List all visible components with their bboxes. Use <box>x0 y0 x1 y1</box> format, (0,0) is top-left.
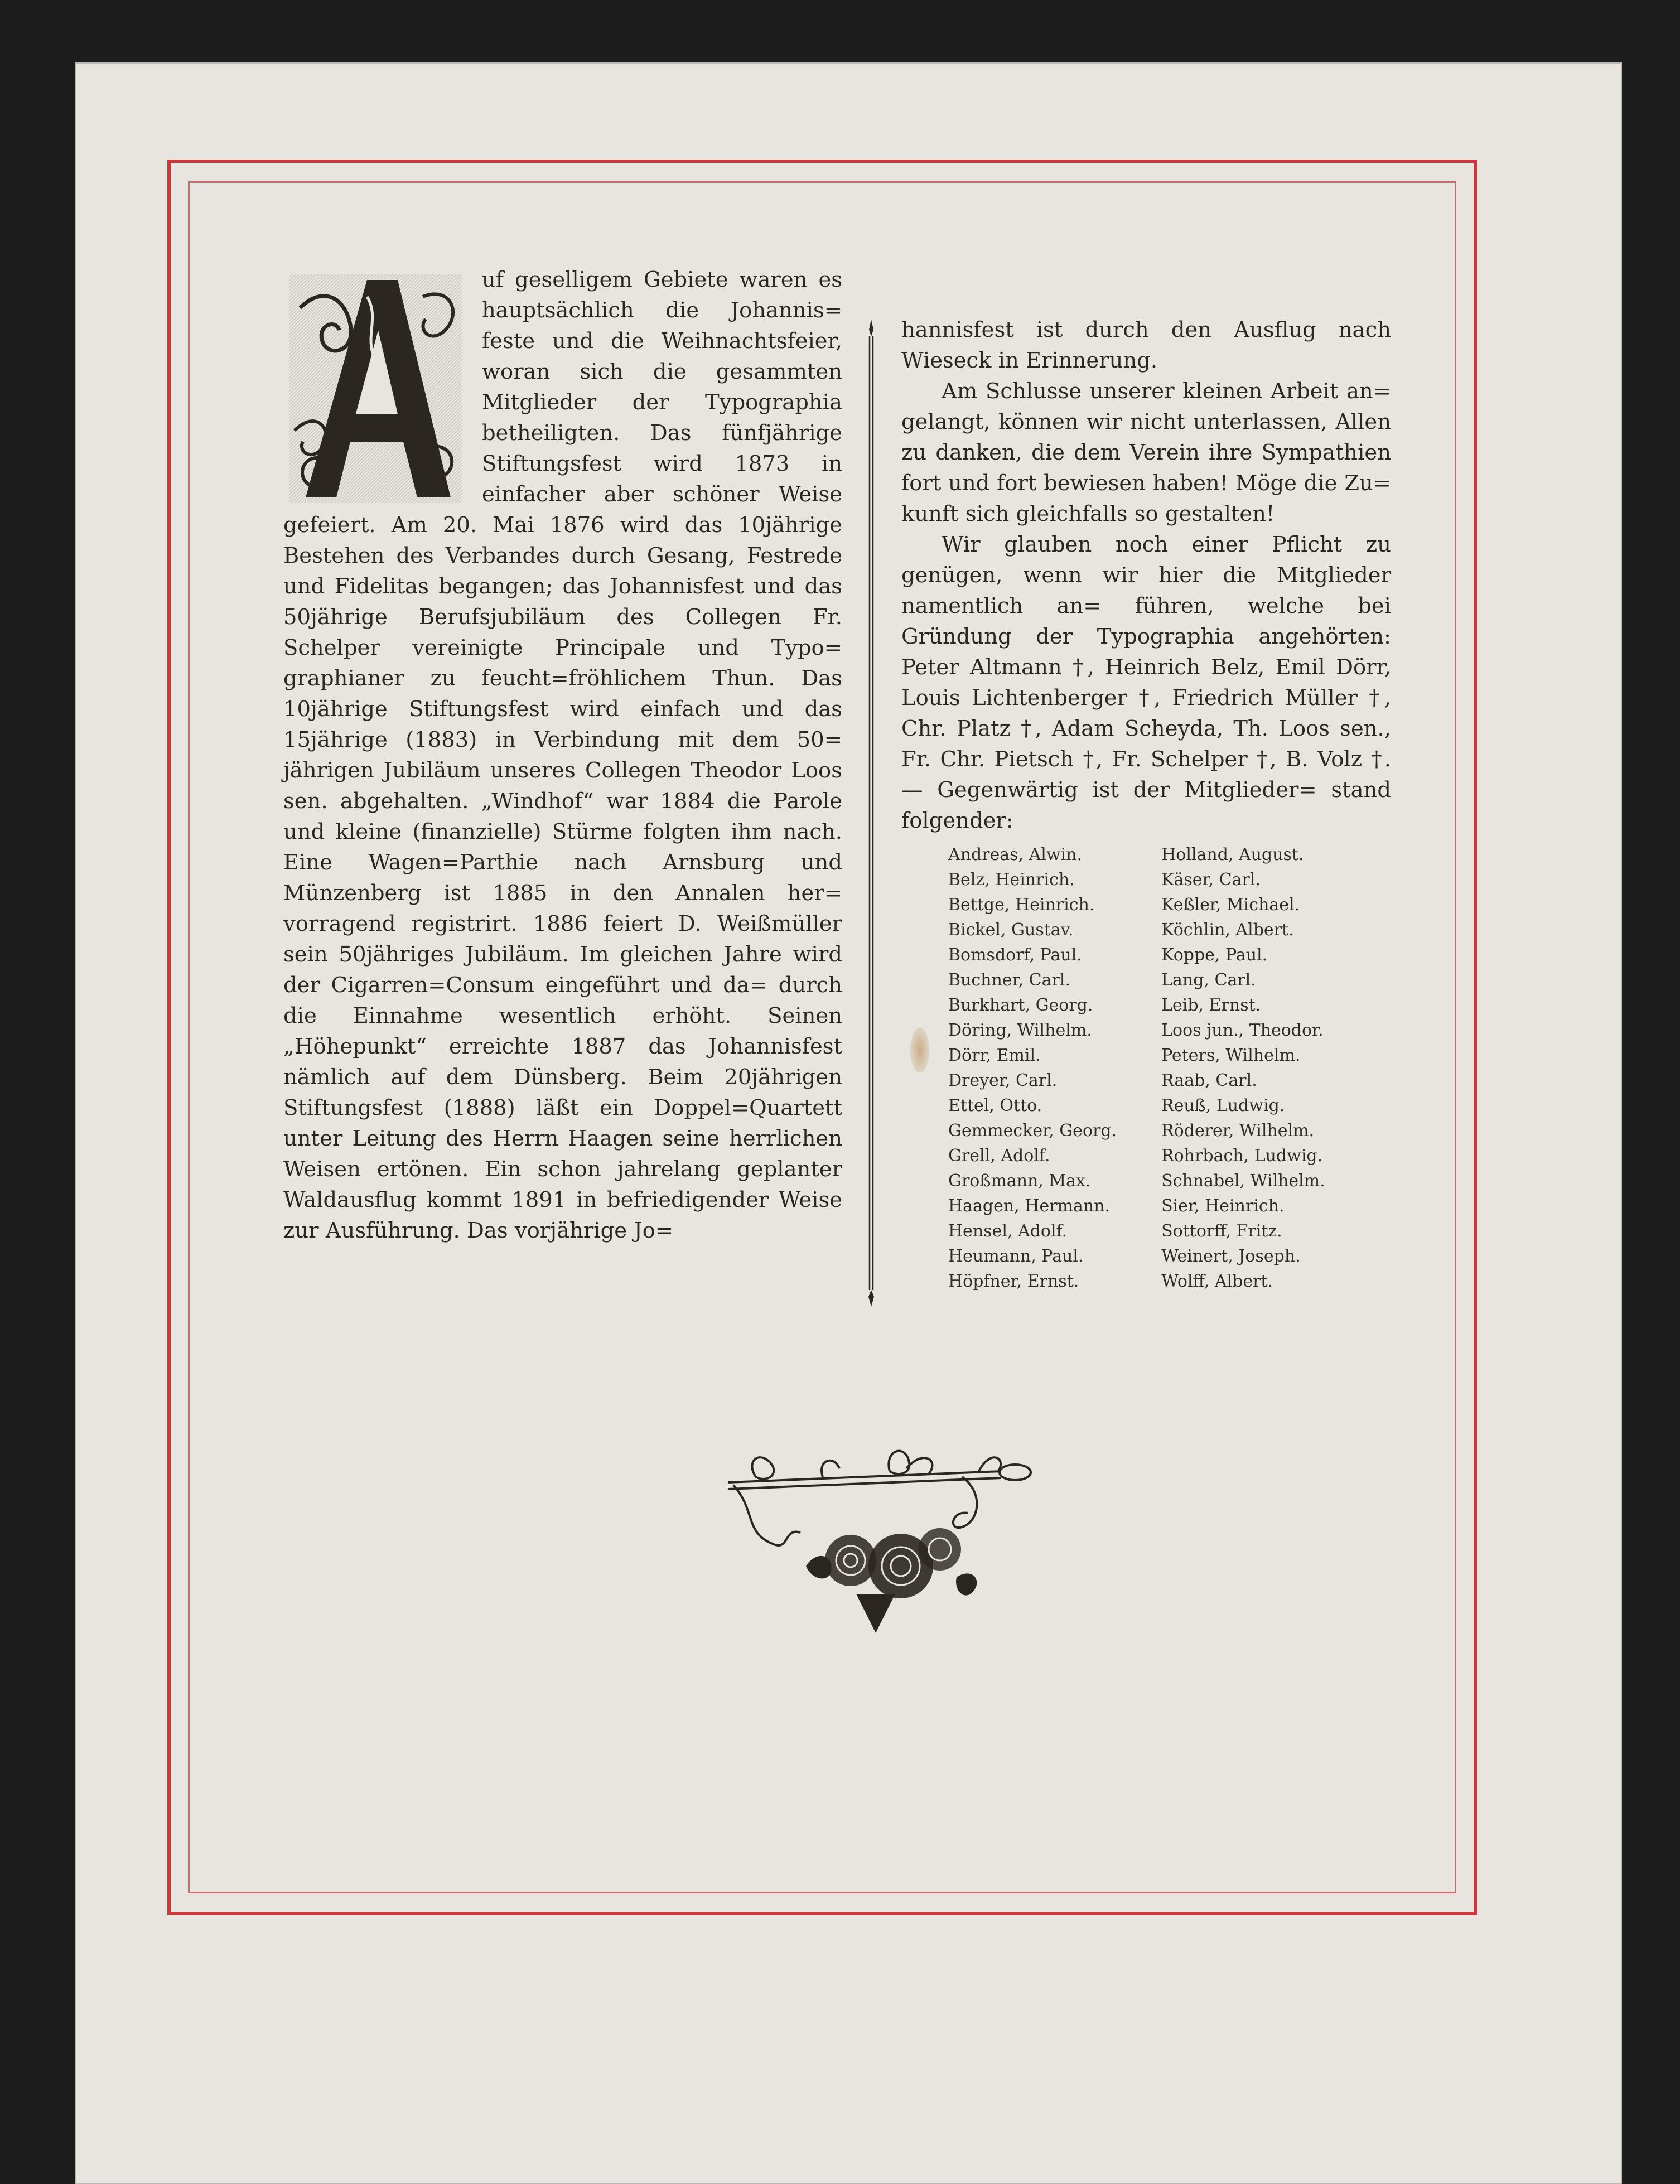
list-item: Weinert, Joseph. <box>1161 1246 1301 1266</box>
list-item: Andreas, Alwin. <box>948 845 1083 864</box>
list-item: Bomsdorf, Paul. <box>948 945 1082 965</box>
left-column <box>283 264 842 1318</box>
list-item: Bickel, Gustav. <box>948 920 1074 940</box>
list-item: Käser, Carl. <box>1161 870 1261 890</box>
member-list-column-2 <box>1161 842 1325 1294</box>
member-list <box>948 842 1372 1294</box>
list-item: Peters, Wilhelm. <box>1161 1046 1301 1065</box>
list-item: Sottorff, Fritz. <box>1161 1221 1282 1241</box>
history-paragraph: uf geselligem Gebiete waren es hauptsächlich die Johannis= feste und die Weihnachtsfeier, woran sich die gesammten Mitglieder der Typographia betheiligten. Das fünfjährige Stiftungsfest wird 1873 in einfacher aber schöner Weise gefeiert. Am 20. Mai 1876 wird das 10jährige Bestehen des Verbandes durch Gesang, Festrede und Fidelitas begangen; das Johannisfest und das 50jährige Berufsjubiläum des Collegen Fr. Schelper vereinigte Principale und Typo= graphianer zu feucht=fröhlichem Thun. Das 10jährige Stiftungsfest wird einfach und das 15jährige (1883) in Verbindung mit dem 50= jährigen Jubiläum unseres Collegen Theodor Loos sen. abgehalten. „Windhof“ war 1884 die Parole und kleine (finanzielle) Stürme folgten ihm nach. Eine Wagen=Parthie nach Arnsburg und Münzenberg ist 1885 in den Annalen her= vorragend registrirt. 1886 feiert D. Weißmüller sein 50jähriges Jubiläum. Im gleichen Jahre wird der Cigarren=Consum eingeführt und da= durch die Einnahme wesentlich erhöht. Seinen „Höhepunkt“ erreichte 1887 das Johannisfest nämlich auf dem Dünsberg. Beim 20jährigen Stiftungsfest (1888) läßt ein Doppel=Quartett unter Leitung des Herrn Haagen seine herrlichen Weisen ertönen. Ein schon jahrelang geplanter Waldausflug kommt 1891 in befriedigender Weise zur Ausführung. Das vorjährige Jo= <box>283 267 842 1243</box>
list-item: Ettel, Otto. <box>948 1096 1042 1115</box>
list-item: Haagen, Hermann. <box>948 1196 1111 1216</box>
list-item: Dreyer, Carl. <box>948 1071 1058 1090</box>
list-item: Buchner, Carl. <box>948 970 1070 990</box>
list-item: Heumann, Paul. <box>948 1246 1084 1266</box>
column-divider-rule-icon <box>866 320 877 1307</box>
list-item: Höpfner, Ernst. <box>948 1272 1079 1291</box>
ornate-initial-a-icon <box>283 263 470 508</box>
list-item: Grell, Adolf. <box>948 1146 1050 1166</box>
list-item: Sier, Heinrich. <box>1161 1196 1285 1216</box>
list-item: Röderer, Wilhelm. <box>1161 1121 1315 1141</box>
right-paragraph-3: Wir glauben noch einer Pflicht zu genügen, wenn wir hier die Mitglieder namentlich an= führen, welche bei Gründung der Typographia angehörten: Peter Altmann †, Heinrich Belz, Emil Dörr, Louis Lichtenberger †, Friedrich Müller †, Chr. Platz †, Adam Scheyda, Th. Loos sen., Fr. Chr. Pietsch †, Fr. Schelper †, B. Volz †. — Gegenwärtig ist der Mitglieder= stand folgender: <box>901 532 1391 833</box>
list-item: Gemmecker, Georg. <box>948 1121 1117 1141</box>
list-item: Koppe, Paul. <box>1161 945 1268 965</box>
right-paragraph-1: hannisfest ist durch den Ausflug nach Wieseck in Erinnerung. <box>901 317 1391 373</box>
list-item: Köchlin, Albert. <box>1161 920 1294 940</box>
list-item: Döring, Wilhelm. <box>948 1021 1092 1040</box>
member-list-column-1 <box>948 842 1117 1294</box>
list-item: Großmann, Max. <box>948 1171 1091 1191</box>
list-item: Bettge, Heinrich. <box>948 895 1095 915</box>
list-item: Wolff, Albert. <box>1161 1272 1273 1291</box>
list-item: Burkhart, Georg. <box>948 996 1093 1015</box>
list-item: Keßler, Michael. <box>1161 895 1300 915</box>
list-item: Hensel, Adolf. <box>948 1221 1068 1241</box>
paper-stain <box>910 1027 929 1073</box>
list-item: Loos jun., Theodor. <box>1161 1021 1324 1040</box>
list-item: Rohrbach, Ludwig. <box>1161 1146 1323 1166</box>
right-column <box>901 315 1391 836</box>
right-paragraph-2: Am Schlusse unserer kleinen Arbeit an= gelangt, können wir nicht unterlassen, Allen zu danken, die dem Verein ihre Sympathien fort und fort bewiesen haben! Möge die Zu= kunft sich gleichfalls so gestalten! <box>901 379 1391 526</box>
list-item: Lang, Carl. <box>1161 970 1256 990</box>
list-item: Raab, Carl. <box>1161 1071 1257 1090</box>
list-item: Dörr, Emil. <box>948 1046 1041 1065</box>
list-item: Leib, Ernst. <box>1161 996 1261 1015</box>
rose-ribbon-vignette-icon <box>722 1438 1043 1639</box>
list-item: Holland, August. <box>1161 845 1304 864</box>
list-item: Reuß, Ludwig. <box>1161 1096 1285 1115</box>
list-item: Belz, Heinrich. <box>948 870 1075 890</box>
list-item: Schnabel, Wilhelm. <box>1161 1171 1325 1191</box>
